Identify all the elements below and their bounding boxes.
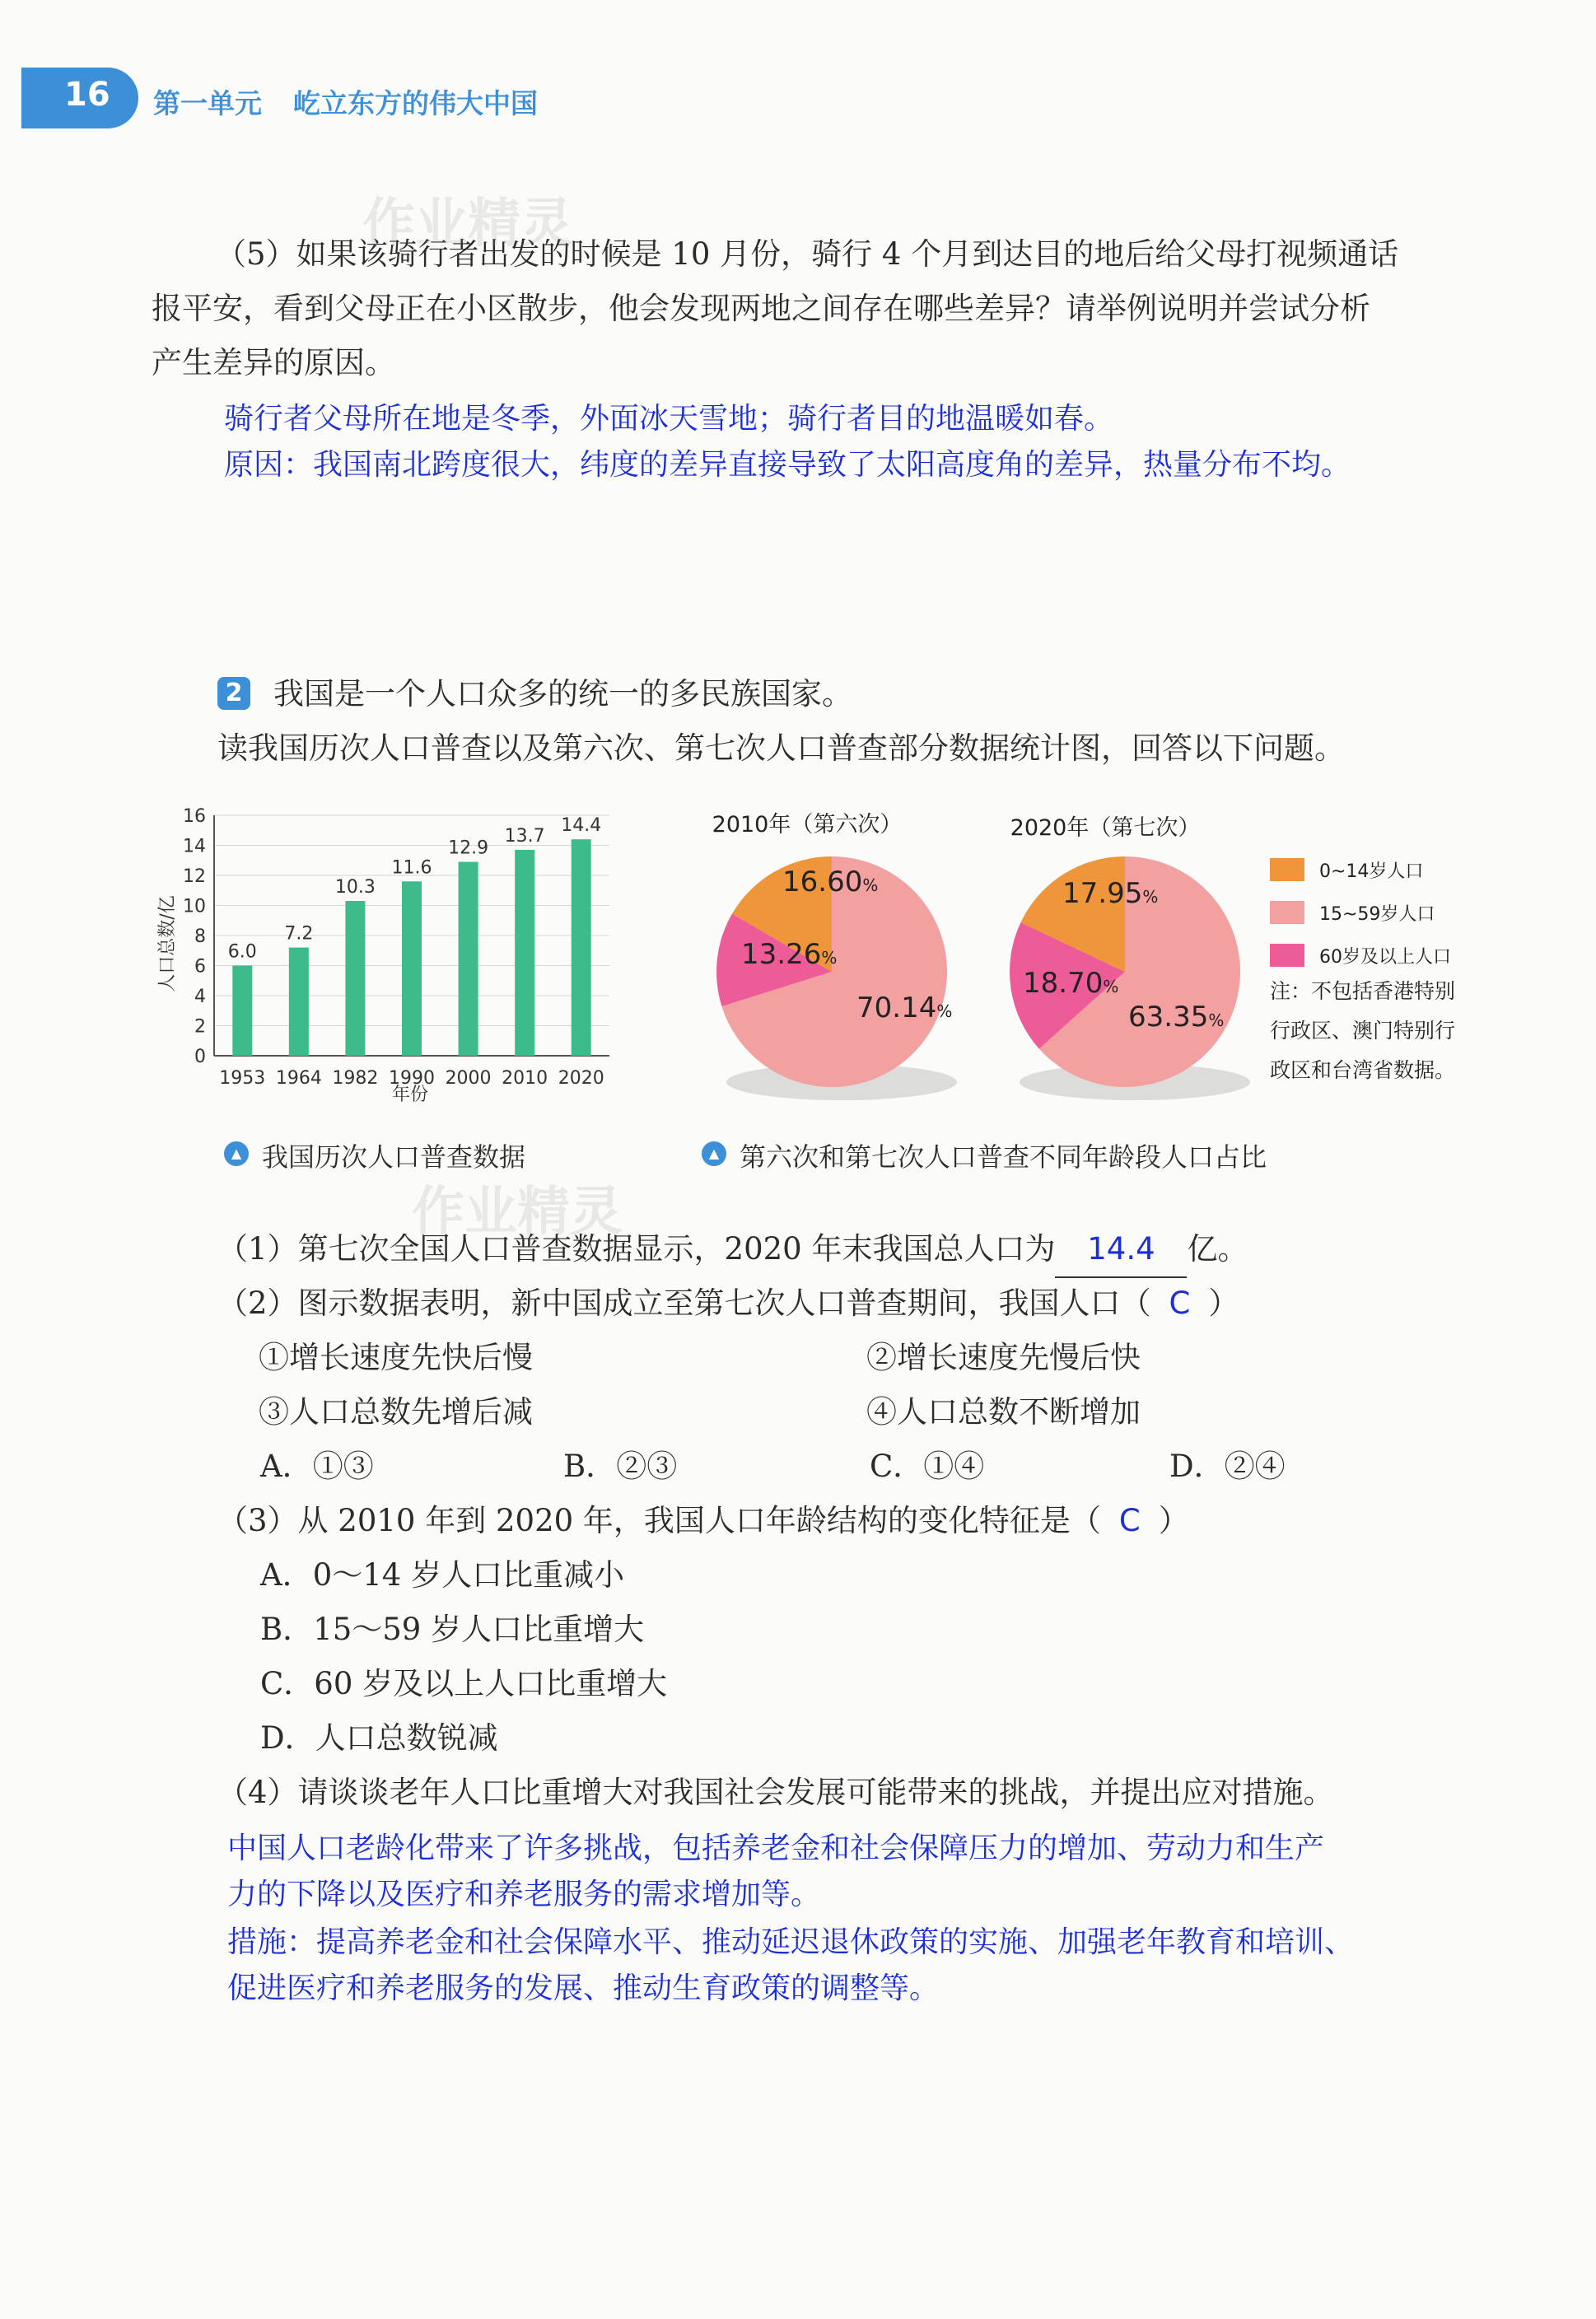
q2-item-2: ②增长速度先慢后快 — [866, 1340, 1141, 1375]
pie-value-label: 63.35% — [1128, 1001, 1225, 1034]
q2-item-1: ①增长速度先快后慢 — [259, 1340, 533, 1375]
y-tick-label: 2 — [194, 1016, 206, 1038]
pie-note-1: 注：不包括香港特别 — [1270, 979, 1456, 1003]
bar-value-label: 11.6 — [391, 857, 432, 879]
q1 — [217, 1222, 1248, 1278]
unit-label: 第一单元 — [153, 87, 262, 119]
q1-suffix: 亿。 — [1187, 1231, 1248, 1267]
bar-value-label: 10.3 — [334, 877, 376, 898]
x-tick-label: 1990 — [389, 1068, 435, 1089]
population-bar-chart — [148, 796, 626, 1117]
q5-answer-2: 原因：我国南北跨度很大，纬度的差异直接导致了太阳高度角的差异，热量分布不均。 — [224, 448, 1351, 482]
section-intro: 读我国历次人口普查以及第六次、第七次人口普查部分数据统计图，回答以下问题。 — [217, 730, 1345, 766]
bar — [232, 966, 252, 1057]
q3-option-a: A．0～14 岁人口比重减小 — [260, 1557, 625, 1593]
pie-value-label: 17.95% — [1062, 877, 1159, 910]
q2-option-c: C．①④ — [870, 1449, 985, 1484]
y-tick-label: 12 — [183, 866, 206, 887]
pie-note-2: 行政区、澳门特别行 — [1270, 1019, 1456, 1043]
q2-option-d: D．②④ — [1169, 1449, 1286, 1484]
q3 — [217, 1494, 1189, 1548]
pie-value-label: 16.60% — [782, 866, 879, 898]
q3-close: ） — [1158, 1503, 1189, 1538]
q4-answer-3: 措施：提高养老金和社会保障水平、推动延迟退休政策的实施、加强老年教育和培训、 — [227, 1925, 1355, 1959]
y-tick-label: 8 — [194, 926, 206, 947]
x-tick-label: 1953 — [219, 1068, 266, 1089]
q1-answer-blank: 14.4 — [1055, 1222, 1187, 1278]
legend-label: 15~59岁人口 — [1319, 904, 1435, 925]
bar-value-label: 6.0 — [227, 941, 257, 963]
q4-answer-1: 中国人口老龄化带来了许多挑战，包括养老金和社会保障压力的增加、劳动力和生产 — [227, 1831, 1325, 1865]
unit-title: 屹立东方的伟大中国 — [293, 87, 538, 119]
pie-2020-title: 2020年（第七次） — [1010, 815, 1201, 841]
y-tick-label: 6 — [194, 956, 206, 978]
bar — [572, 839, 591, 1056]
bar-chart-y-label: 人口总数/亿 — [157, 895, 178, 992]
pie-value-label: 70.14% — [856, 992, 953, 1024]
x-tick-label: 1982 — [332, 1068, 379, 1089]
bar-value-label: 7.2 — [284, 923, 314, 945]
q3-option-c: C．60 岁及以上人口比重增大 — [260, 1666, 668, 1701]
q5-line-2: 报平安，看到父母正在小区散步，他会发现两地之间存在哪些差异？请举例说明并尝试分析 — [152, 291, 1370, 326]
pie-value-label: 13.26% — [741, 938, 838, 971]
legend-label: 60岁及以上人口 — [1319, 947, 1451, 968]
legend-swatch — [1270, 944, 1304, 967]
pie-2010 — [716, 856, 957, 1100]
pie-2020 — [1010, 856, 1250, 1100]
bar — [402, 881, 422, 1056]
bar — [459, 862, 478, 1056]
bar — [515, 850, 534, 1056]
page-number: 16 — [64, 76, 110, 114]
q4-answer-2: 力的下降以及医疗和养老服务的需求增加等。 — [227, 1878, 821, 1911]
legend-swatch — [1270, 858, 1304, 881]
q2-answer: C — [1169, 1285, 1191, 1321]
x-tick-label: 2010 — [502, 1068, 548, 1089]
caption-marker-icon: ▲ — [702, 1141, 726, 1166]
y-tick-label: 4 — [194, 987, 206, 1007]
q5-line-1: （5）如果该骑行者出发的时候是 10 月份，骑行 4 个月到达目的地后给父母打视频通话 — [216, 236, 1399, 272]
legend-swatch — [1270, 901, 1304, 924]
q2 — [217, 1276, 1239, 1331]
bar-value-label: 13.7 — [504, 825, 545, 847]
section-number-badge: 2 — [217, 677, 250, 710]
bar-chart-x-label: 年份 — [391, 1085, 429, 1105]
q4-stem: （4）请谈谈老年人口比重增大对我国社会发展可能带来的挑战，并提出应对措施。 — [217, 1775, 1334, 1810]
bar-chart-y-ticks — [183, 806, 206, 1067]
pie-chart-caption: 第六次和第七次人口普查不同年龄段人口占比 — [740, 1141, 1267, 1173]
bar — [289, 948, 309, 1056]
bar-chart-caption: 我国历次人口普查数据 — [262, 1141, 526, 1173]
bar-value-label: 14.4 — [561, 815, 602, 837]
pie-legend — [1270, 858, 1451, 968]
q2-stem: （2）图示数据表明，新中国成立至第七次人口普查期间，我国人口（ — [217, 1285, 1151, 1321]
pie-value-label: 18.70% — [1023, 967, 1119, 1000]
pie-note-3: 政区和台湾省数据。 — [1270, 1058, 1456, 1082]
q1-stem: （1）第七次全国人口普查数据显示，2020 年末我国总人口为 — [217, 1231, 1056, 1267]
q2-close: ） — [1208, 1285, 1239, 1321]
q3-stem: （3）从 2010 年到 2020 年，我国人口年龄结构的变化特征是（ — [217, 1503, 1101, 1538]
q2-item-3: ③人口总数先增后减 — [259, 1394, 533, 1430]
bar — [345, 901, 365, 1056]
caption-marker-icon: ▲ — [224, 1141, 249, 1166]
q3-option-b: B．15～59 岁人口比重增大 — [260, 1612, 645, 1647]
y-tick-label: 16 — [183, 806, 206, 827]
q2-item-4: ④人口总数不断增加 — [866, 1394, 1141, 1430]
q5-line-3: 产生差异的原因。 — [152, 345, 395, 380]
x-tick-label: 2000 — [445, 1068, 492, 1089]
section-title: 我国是一个人口众多的统一的多民族国家。 — [273, 676, 852, 712]
y-tick-label: 10 — [183, 896, 206, 917]
pie-2010-title: 2010年（第六次） — [712, 812, 903, 838]
x-tick-label: 1964 — [275, 1068, 322, 1089]
legend-label: 0~14岁人口 — [1319, 861, 1424, 882]
q4-answer-4: 促进医疗和养老服务的发展、推动生育政策的调整等。 — [227, 1971, 940, 2005]
q2-option-a: A．①③ — [260, 1449, 374, 1484]
age-pie-charts — [684, 799, 1507, 1120]
watermark: 作业精灵 — [362, 194, 573, 254]
q5-answer-1: 骑行者父母所在地是冬季，外面冰天雪地；骑行者目的地温暖如春。 — [224, 402, 1114, 436]
bar-value-label: 12.9 — [448, 838, 489, 859]
q3-option-d: D．人口总数锐减 — [260, 1720, 498, 1756]
y-tick-label: 14 — [183, 836, 206, 857]
y-tick-label: 0 — [194, 1047, 206, 1067]
q3-answer: C — [1118, 1503, 1141, 1538]
x-tick-label: 2020 — [558, 1068, 604, 1089]
watermark: 作业精灵 — [412, 1182, 623, 1243]
q2-option-b: B．②③ — [563, 1449, 678, 1484]
